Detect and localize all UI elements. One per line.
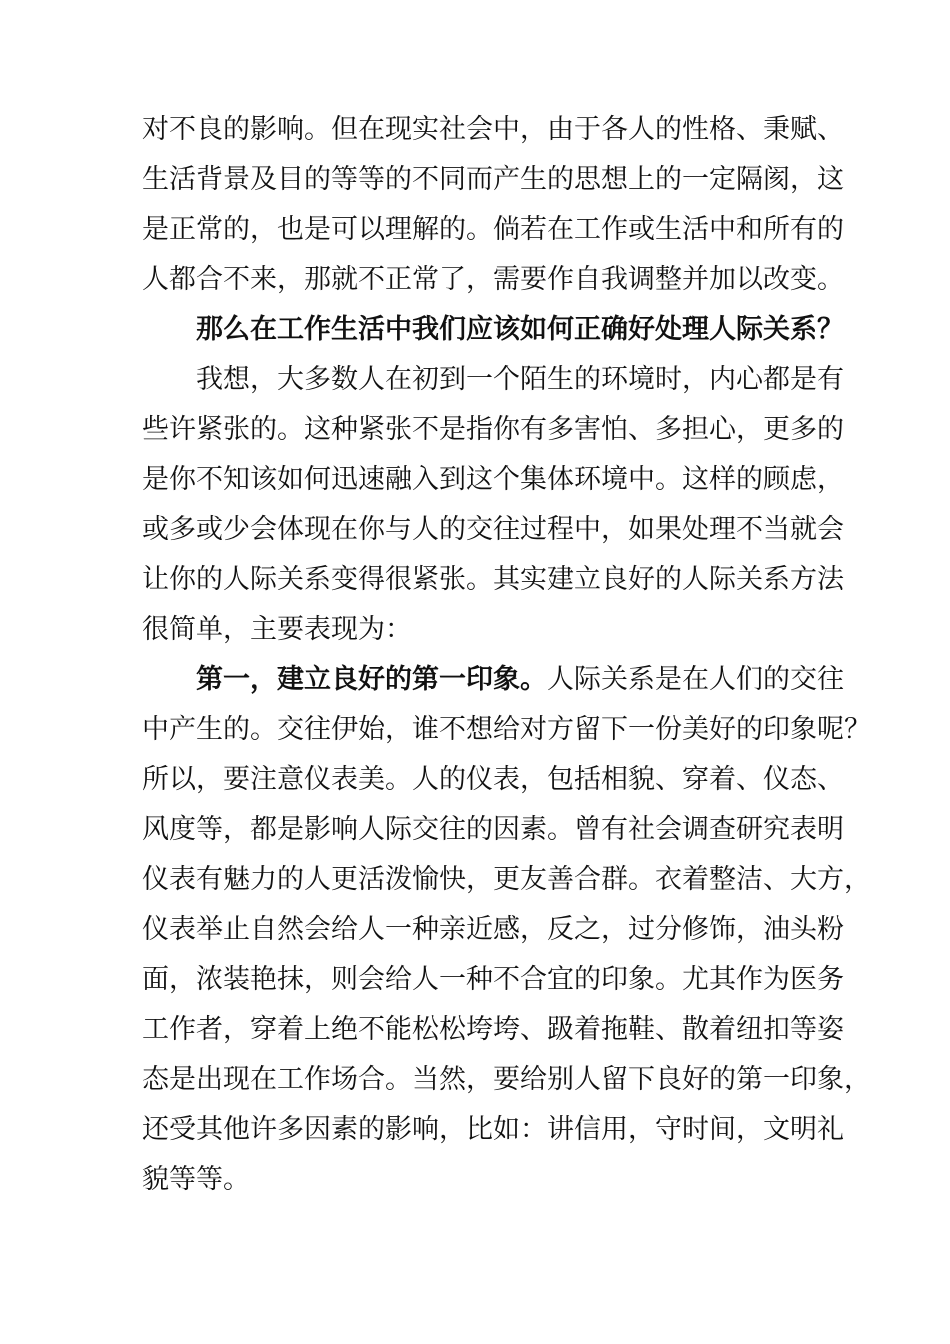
paragraph-two-line-5: 让你的人际关系变得很紧张。其实建立良好的人际关系方法	[142, 564, 844, 595]
point-one-line-10: 还受其他许多因素的影响，比如：讲信用，守时间，文明礼	[142, 1114, 844, 1145]
paragraph-intro-line-2: 生活背景及目的等等的不同而产生的思想上的一定隔阂，这	[142, 164, 844, 195]
point-one-line-3: 所以，要注意仪表美。人的仪表，包括相貌、穿着、仪态、	[142, 764, 844, 795]
paragraph-intro-line-4: 人都合不来，那就不正常了，需要作自我调整并加以改变。	[142, 264, 844, 295]
paragraph-intro-line-1: 对不良的影响。但在现实社会中，由于各人的性格、秉赋、	[142, 114, 844, 145]
point-one-title: 第一，建立良好的第一印象。	[196, 664, 547, 695]
point-one-line-4: 风度等，都是影响人际交往的因素。曾有社会调查研究表明	[142, 814, 844, 845]
paragraph-two-line-2: 些许紧张的。这种紧张不是指你有多害怕、多担心，更多的	[142, 414, 844, 445]
paragraph-intro-line-3: 是正常的，也是可以理解的。倘若在工作或生活中和所有的	[142, 214, 844, 245]
paragraph-two-line-3: 是你不知该如何迅速融入到这个集体环境中。这样的顾虑，	[142, 464, 844, 495]
point-one-first-line	[196, 662, 844, 698]
paragraph-two-line-6: 很简单，主要表现为：	[142, 614, 412, 645]
point-one-line-5: 仪表有魅力的人更活泼愉快，更友善合群。衣着整洁、大方，	[142, 864, 871, 895]
paragraph-two-line-4: 或多或少会体现在你与人的交往过程中，如果处理不当就会	[142, 514, 844, 545]
point-one-line-7: 面，浓装艳抹，则会给人一种不合宜的印象。尤其作为医务	[142, 964, 844, 995]
point-one-line-11: 貌等等。	[142, 1164, 250, 1195]
point-one-line-9: 态是出现在工作场合。当然，要给别人留下良好的第一印象，	[142, 1064, 871, 1095]
point-one-line-8: 工作者，穿着上绝不能松松垮垮、趿着拖鞋、散着纽扣等姿	[142, 1014, 844, 1045]
paragraph-two-line-1: 我想，大多数人在初到一个陌生的环境时，内心都是有	[196, 364, 844, 395]
question-heading: 那么在工作生活中我们应该如何正确好处理人际关系？	[196, 314, 844, 345]
point-one-line-6: 仪表举止自然会给人一种亲近感，反之，过分修饰，油头粉	[142, 914, 844, 945]
point-one-first-line-rest: 人际关系是在人们的交往	[547, 664, 844, 695]
point-one-line-2: 中产生的。交往伊始，谁不想给对方留下一份美好的印象呢？	[142, 714, 871, 745]
